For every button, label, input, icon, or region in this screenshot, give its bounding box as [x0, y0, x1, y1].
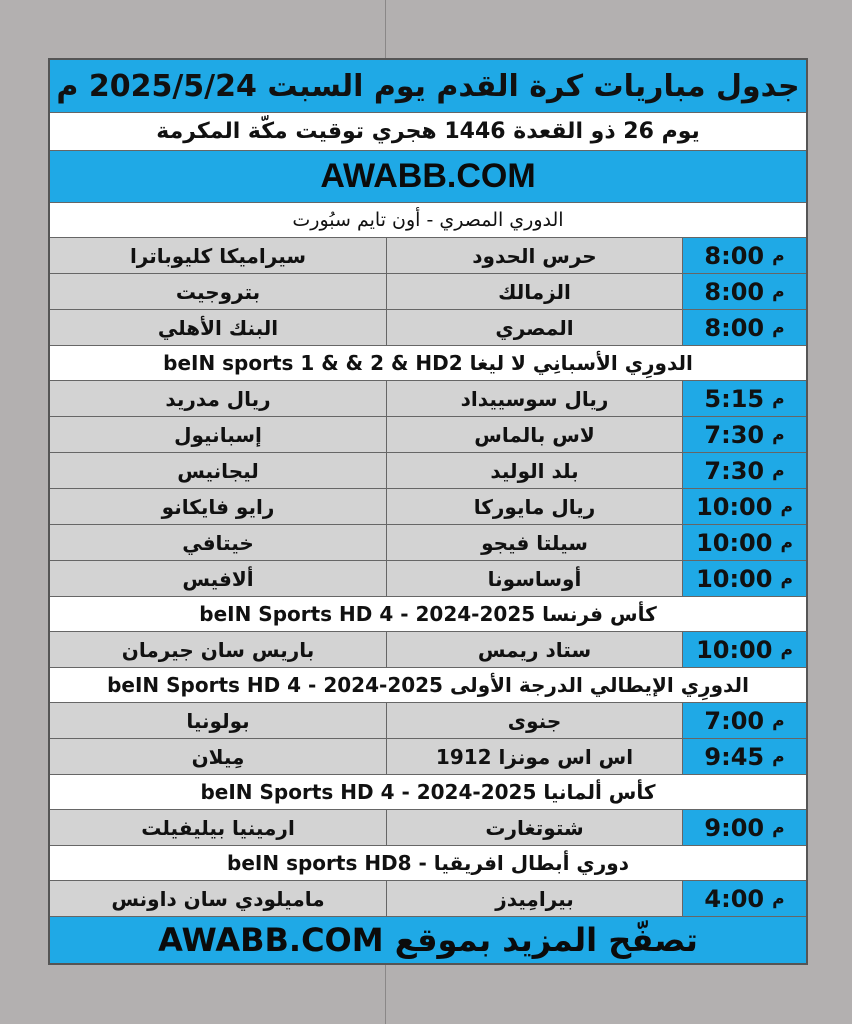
away-team: ريال مدريد [50, 381, 387, 416]
match-row [50, 489, 806, 525]
league-header: كأس ألمانيا 2025-2024 - beIN Sports HD 4 [50, 775, 806, 810]
match-time [683, 417, 806, 452]
away-team: رايو فايكانو [50, 489, 387, 524]
home-team: ستاد ريمس [387, 632, 683, 667]
home-team: جنوى [387, 703, 683, 738]
match-time [683, 274, 806, 309]
time-value: 4:00 [704, 884, 765, 913]
match-row [50, 453, 806, 489]
time-value: 7:00 [704, 706, 765, 735]
pm-label: م [772, 388, 785, 409]
pm-label: م [772, 710, 785, 731]
footer-banner: تصفّح المزيد بموقع AWABB.COM [50, 917, 806, 963]
league-header: الدوري المصري - أون تايم سبُورت [50, 203, 806, 238]
league-header: كأس فرنسا 2025-2024 - beIN Sports HD 4 [50, 597, 806, 632]
time-value: 7:30 [704, 456, 765, 485]
match-row [50, 810, 806, 846]
hijri-date: يوم 26 ذو القعدة 1446 هجري توقيت مكّة المكرمة [50, 113, 806, 151]
pm-label: م [772, 746, 785, 767]
pm-label: م [780, 496, 793, 517]
match-time [683, 810, 806, 845]
match-time [683, 739, 806, 774]
home-team: شتوتغارت [387, 810, 683, 845]
league-header: الدورِي الأسبانِي لا ليغا beIN sports 1 & & 2 & HD2 [50, 346, 806, 381]
time-value: 10:00 [696, 635, 773, 664]
time-value: 8:00 [704, 277, 765, 306]
away-team: ارمينيا بيليفيلت [50, 810, 387, 845]
away-team: سيراميكا كليوباترا [50, 238, 387, 273]
time-value: 8:00 [704, 241, 765, 270]
home-team: ريال سوسييداد [387, 381, 683, 416]
time-value: 7:30 [704, 420, 765, 449]
time-value: 10:00 [696, 492, 773, 521]
away-team: البنك الأهلي [50, 310, 387, 345]
match-time [683, 561, 806, 596]
site-banner: AWABB.COM [50, 151, 806, 203]
home-team: بيرامِيدز [387, 881, 683, 916]
pm-label: م [772, 817, 785, 838]
away-team: مِيلان [50, 739, 387, 774]
match-row [50, 310, 806, 346]
time-value: 8:00 [704, 313, 765, 342]
match-row [50, 739, 806, 775]
match-time [683, 381, 806, 416]
time-value: 5:15 [704, 384, 765, 413]
schedule-table [48, 58, 808, 965]
pm-label: م [772, 460, 785, 481]
match-row [50, 417, 806, 453]
away-team: ماميلودي سان داونس [50, 881, 387, 916]
league-header: دوري أبطال افريقيا - beIN sports HD8 [50, 846, 806, 881]
match-time [683, 238, 806, 273]
pm-label: م [772, 317, 785, 338]
match-time [683, 703, 806, 738]
away-team: بتروجيت [50, 274, 387, 309]
time-value: 10:00 [696, 528, 773, 557]
league-header: الدورِي الإيطالي الدرجة الأولى 2025-2024 - beIN Sports HD 4 [50, 668, 806, 703]
match-time [683, 525, 806, 560]
home-team: سيلتا فيجو [387, 525, 683, 560]
schedule-title: جدول مباريات كرة القدم يوم السبت 2025/5/24 م [50, 60, 806, 113]
away-team: باريس سان جيرمان [50, 632, 387, 667]
away-team: ألافيس [50, 561, 387, 596]
home-team: ريال مايوركا [387, 489, 683, 524]
away-team: إسبانيول [50, 417, 387, 452]
home-team: أوساسونا [387, 561, 683, 596]
match-row [50, 238, 806, 274]
match-row [50, 381, 806, 417]
match-time [683, 453, 806, 488]
time-value: 9:45 [704, 742, 765, 771]
pm-label: م [780, 568, 793, 589]
match-time [683, 632, 806, 667]
match-row [50, 525, 806, 561]
pm-label: م [772, 888, 785, 909]
pm-label: م [772, 245, 785, 266]
match-row [50, 561, 806, 597]
match-time [683, 310, 806, 345]
pm-label: م [780, 532, 793, 553]
time-value: 9:00 [704, 813, 765, 842]
match-row [50, 274, 806, 310]
match-row [50, 703, 806, 739]
pm-label: م [780, 639, 793, 660]
home-team: الزمالك [387, 274, 683, 309]
away-team: ليجانيس [50, 453, 387, 488]
match-row [50, 881, 806, 917]
pm-label: م [772, 281, 785, 302]
home-team: لاس بالماس [387, 417, 683, 452]
away-team: بولونيا [50, 703, 387, 738]
time-value: 10:00 [696, 564, 773, 593]
match-time [683, 881, 806, 916]
home-team: بلد الوليد [387, 453, 683, 488]
pm-label: م [772, 424, 785, 445]
home-team: المصري [387, 310, 683, 345]
home-team: اس اس مونزا 1912 [387, 739, 683, 774]
match-time [683, 489, 806, 524]
home-team: حرس الحدود [387, 238, 683, 273]
match-row [50, 632, 806, 668]
away-team: خيتافي [50, 525, 387, 560]
